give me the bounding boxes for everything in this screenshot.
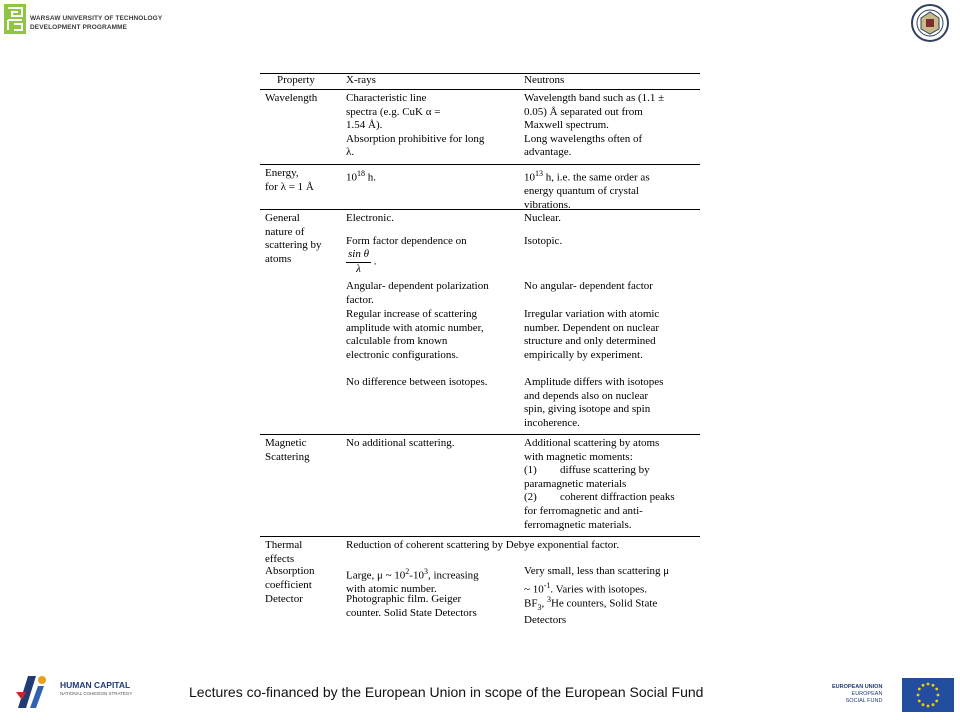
eu-flag-icon: [902, 678, 954, 712]
general-neutrons: [524, 210, 699, 434]
text-line: number. Dependent on nuclear: [524, 321, 660, 334]
irregular-variation-text: [524, 308, 699, 362]
form-factor-fraction: [346, 248, 518, 276]
text-line: Absorption: [265, 565, 315, 577]
polarization-text: [346, 280, 518, 307]
text-line: energy quantum of crystal: [524, 185, 639, 198]
eu-fund-label: [832, 684, 882, 705]
text-line: Regular increase of scattering: [346, 308, 478, 320]
text-line: paramagnetic materials: [524, 477, 627, 490]
text-line: electronic configurations.: [346, 348, 459, 361]
list-item: [524, 464, 699, 478]
text-run: 10: [346, 171, 357, 184]
superscript: 18: [357, 169, 365, 178]
magnetic-xrays: No additional scattering.: [346, 437, 455, 449]
text-run: h.: [365, 171, 376, 184]
text-run: . Varies with isotopes.: [550, 583, 648, 596]
text-line: Thermal: [265, 539, 303, 551]
table-row-wavelength: [260, 90, 700, 165]
text-line: Nuclear.: [524, 212, 561, 224]
text-run: BF: [524, 597, 538, 610]
text-line: Very small, less than scattering μ: [524, 565, 670, 577]
text-run: , increasing: [427, 569, 479, 582]
text-run: ,: [541, 597, 547, 610]
energy-xrays: [346, 167, 518, 185]
text-line: for ferromagnetic and anti-: [524, 504, 643, 517]
table-row-absorption: [260, 564, 700, 596]
fraction-denominator: λ: [356, 262, 361, 275]
text-run: Large, μ ~ 10: [346, 569, 406, 582]
text-line: General: [265, 212, 300, 224]
text-line: empirically by experiment.: [524, 348, 643, 361]
fraction-numerator: sin θ: [346, 248, 371, 263]
text-line: Energy,: [265, 167, 299, 179]
general-xrays: [346, 210, 518, 434]
text-line: Scattering: [265, 450, 310, 463]
text-line: Angular- dependent polarization: [346, 280, 489, 292]
text-line: Amplitude differs with isotopes: [524, 376, 664, 388]
university-logo: [4, 4, 26, 34]
superscript: 3: [546, 595, 551, 604]
detector-xrays: [346, 593, 518, 620]
text-line: No angular- dependent factor: [524, 280, 653, 292]
wavelength-label: Wavelength: [265, 92, 318, 104]
text-line: for λ = 1 Å: [265, 180, 314, 193]
text-line: nature of: [265, 225, 305, 238]
text-line: Form factor dependence on: [346, 235, 467, 247]
text-run: h, i.e. the same order as: [543, 171, 650, 184]
text-run: 10: [524, 171, 535, 184]
human-capital-title: HUMAN CAPITAL: [60, 680, 131, 690]
text-line: coefficient: [265, 578, 312, 591]
eu-line-2: EUROPEAN: [851, 691, 883, 697]
table-row-detector: [260, 592, 700, 627]
text-line: 0.05) Å separated out from: [524, 105, 643, 118]
fraction-period: .: [373, 255, 377, 268]
list-marker: (1): [524, 464, 537, 477]
text-line: Electronic.: [346, 212, 394, 224]
header-neutrons: Neutrons: [524, 74, 565, 86]
absorption-label: [265, 565, 340, 592]
text-line: amplitude with atomic number,: [346, 321, 484, 334]
text-line: No difference between isotopes.: [346, 376, 488, 388]
org-line-2: DEVELOPMENT PROGRAMME: [30, 24, 128, 31]
eu-line-1: EUROPEAN UNION: [832, 684, 883, 690]
text-line: Wavelength band such as (1.1 ±: [524, 92, 665, 104]
text-line: Maxwell spectrum.: [524, 119, 609, 132]
human-capital-logo: [14, 672, 54, 712]
superscript: 3: [423, 567, 428, 576]
university-seal-icon: [910, 3, 950, 43]
table-row-general-nature: [260, 210, 700, 435]
text-line: spectra (e.g. CuK α =: [346, 105, 441, 118]
magnetic-label: [265, 437, 340, 464]
text-line: vibrations.: [524, 198, 571, 211]
text-run: He counters, Solid State: [550, 597, 658, 610]
wavelength-xrays: [346, 92, 518, 160]
text-line: Characteristic line: [346, 92, 427, 104]
text-line: factor.: [346, 293, 374, 306]
header-property: Property: [277, 74, 315, 86]
text-line: with atomic number.: [346, 583, 437, 596]
subscript: 3: [537, 602, 542, 612]
text-line: counter. Solid State Detectors: [346, 606, 477, 619]
text-run: diffuse scattering by: [560, 464, 650, 477]
text-line: with magnetic moments:: [524, 450, 633, 463]
list-item: [524, 491, 699, 505]
text-line: λ.: [346, 146, 355, 159]
text-line: Additional scattering by atoms: [524, 437, 660, 449]
wavelength-neutrons: [524, 92, 699, 160]
energy-neutrons: [524, 167, 699, 212]
org-line-1: WARSAW UNIVERSITY OF TECHNOLOGY: [30, 15, 163, 22]
energy-label: [265, 167, 340, 194]
amplitude-text: [524, 376, 699, 430]
text-line: Isotopic.: [524, 235, 563, 247]
detector-neutrons: [524, 593, 699, 628]
table-row-energy: [260, 165, 700, 210]
text-line: Magnetic: [265, 437, 307, 449]
text-line: incoherence.: [524, 416, 580, 429]
table-header-row: [260, 73, 700, 90]
footer-cofinance-text: Lectures co-financed by the European Union in scope of the European Social Fund: [189, 684, 704, 700]
text-line: atoms: [265, 252, 292, 265]
header-xrays: X-rays: [346, 74, 376, 86]
text-line: Photographic film. Geiger: [346, 593, 462, 605]
text-line: scattering by: [265, 239, 322, 252]
text-line: effects: [265, 552, 295, 565]
list-marker: (2): [524, 491, 537, 504]
text-line: Long wavelengths often of: [524, 132, 643, 145]
text-run: coherent diffraction peaks: [560, 491, 675, 504]
thermal-both: Reduction of coherent scattering by Debye exponential factor.: [346, 539, 620, 551]
text-line: structure and only determined: [524, 335, 656, 348]
general-label: [265, 212, 340, 266]
superscript: 13: [535, 169, 543, 178]
comparison-table: [260, 73, 700, 627]
table-row-thermal: [260, 537, 700, 564]
superscript: 2: [405, 567, 410, 576]
text-line: spin, giving isotope and spin: [524, 403, 651, 416]
detector-label: Detector: [265, 593, 303, 605]
text-line: Irregular variation with atomic: [524, 308, 660, 320]
organization-name: [30, 14, 162, 32]
scattering-increase-text: [346, 308, 518, 362]
text-line: [346, 565, 518, 583]
text-line: and depends also on nuclear: [524, 389, 649, 402]
text-line: advantage.: [524, 146, 572, 159]
text-line: Detectors: [524, 614, 567, 627]
fraction: [346, 248, 371, 276]
text-run: -10: [409, 569, 424, 582]
thermal-label: [265, 539, 340, 566]
text-line: [524, 593, 699, 614]
text-line: 1.54 Å).: [346, 119, 383, 132]
text-run: ~ 10: [524, 583, 544, 596]
eu-line-3: SOCIAL FUND: [845, 698, 883, 704]
human-capital-subtitle: NATIONAL COHESION STRATEGY: [60, 691, 133, 696]
text-line: calculable from known: [346, 335, 448, 348]
text-line: [524, 167, 699, 185]
text-line: ferromagnetic materials.: [524, 518, 632, 531]
text-line: Absorption prohibitive for long: [346, 132, 485, 145]
superscript: -1: [543, 580, 551, 590]
magnetic-neutrons: [524, 437, 699, 532]
table-row-magnetic: [260, 435, 700, 537]
